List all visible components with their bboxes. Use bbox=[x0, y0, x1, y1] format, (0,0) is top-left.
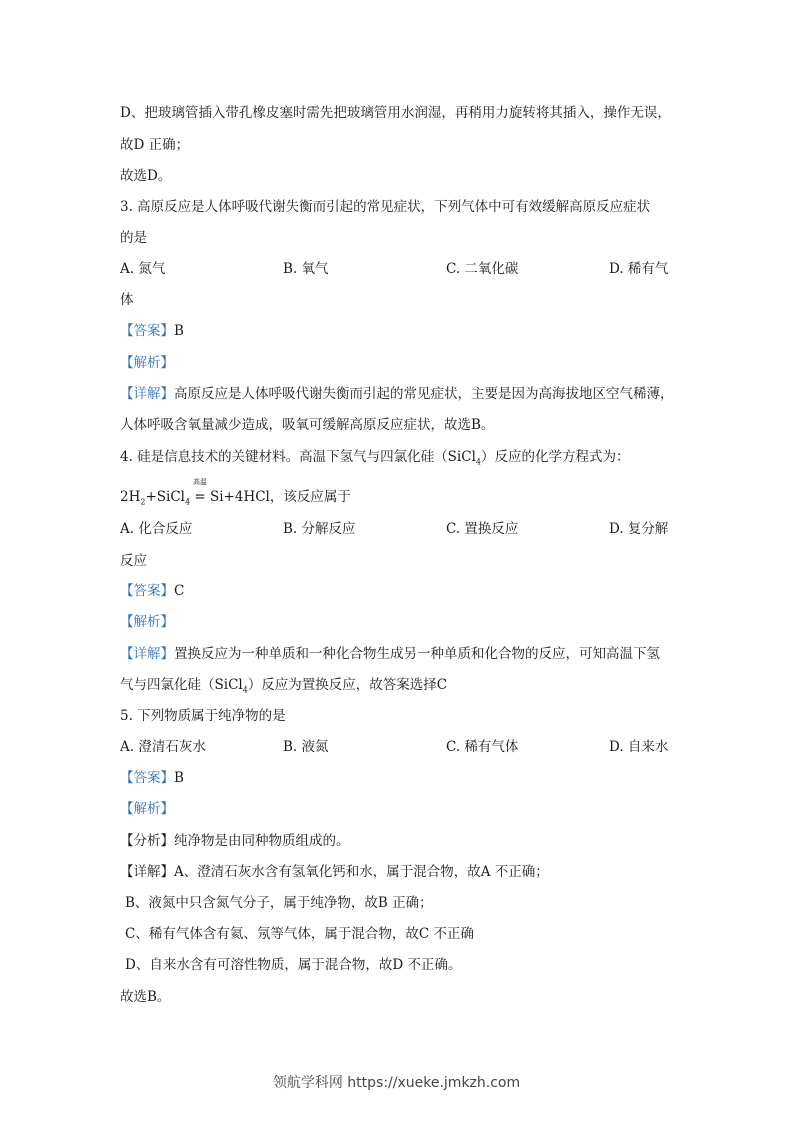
detail-line bbox=[120, 385, 680, 403]
detail-tag: 【详解】 bbox=[120, 646, 174, 662]
option-c: C. 稀有气体 bbox=[446, 739, 519, 755]
analysis-tag: 【解析】 bbox=[120, 801, 174, 817]
text-line: 故选D。 bbox=[120, 168, 172, 184]
final-answer: 故选B。 bbox=[120, 989, 171, 1005]
option-d: D. 稀有气 bbox=[609, 261, 669, 277]
eq-part: +SiCl bbox=[145, 489, 185, 505]
detail-line-b: B、液氮中只含氮气分子，属于纯净物，故B 正确； bbox=[125, 895, 433, 911]
answer-line bbox=[120, 769, 680, 787]
stem-part: ）反应的化学方程式为： bbox=[480, 449, 630, 465]
answer-value: B bbox=[174, 323, 184, 339]
detail-text: 高原反应是人体呼吸代谢失衡而引起的常见症状，主要是因为高海拔地区空气稀薄， bbox=[174, 386, 674, 402]
answer-line bbox=[120, 582, 680, 600]
answer-tag: 【答案】 bbox=[120, 583, 174, 599]
analysis-line bbox=[120, 800, 680, 818]
text-line: D、把玻璃管插入带孔橡皮塞时需先把玻璃管用水润湿，再稍用力旋转将其插入，操作无误， bbox=[120, 105, 671, 121]
stem-part: 4. 硅是信息技术的关键材料。高温下氢气与四氯化硅（SiCl bbox=[120, 449, 476, 465]
detail-part: 气与四氯化硅（SiCl bbox=[120, 677, 243, 693]
subscript: 4 bbox=[242, 685, 248, 695]
question-4-stem bbox=[120, 448, 680, 472]
option-wrap: 体 bbox=[120, 292, 134, 308]
detail-line-cont: 人体呼吸含氧量减少造成，吸氧可缓解高原反应症状，故选B。 bbox=[120, 417, 495, 433]
question-3-stem-cont: 的是 bbox=[120, 230, 147, 246]
eq-part: 2H bbox=[120, 489, 141, 505]
option-a: A. 化合反应 bbox=[120, 521, 193, 537]
detail-text: 置换反应为一种单质和一种化合物生成另一种单质和化合物的反应，可知高温下氢 bbox=[174, 646, 660, 662]
detail-line bbox=[120, 863, 680, 881]
answer-value: C bbox=[174, 583, 185, 599]
fenxi-text: 纯净物是由同种物质组成的。 bbox=[174, 833, 350, 849]
detail-line-cont bbox=[120, 676, 680, 700]
option-b: B. 液氮 bbox=[283, 739, 329, 755]
answer-value: B bbox=[174, 770, 184, 786]
answer-tag: 【答案】 bbox=[120, 323, 174, 339]
detail-tag: 【详解】 bbox=[120, 864, 174, 880]
detail-text: A、澄清石灰水含有氢氧化钙和水，属于混合物，故A 不正确； bbox=[174, 864, 549, 880]
option-b: B. 分解反应 bbox=[283, 521, 356, 537]
fenxi-line bbox=[120, 832, 680, 850]
option-wrap: 反应 bbox=[120, 553, 147, 569]
reaction-condition: 高温 bbox=[193, 478, 207, 486]
option-b: B. 氧气 bbox=[283, 261, 329, 277]
eq-part: = Si+4HCl，该反应属于 bbox=[190, 489, 351, 505]
fenxi-tag: 【分析】 bbox=[120, 833, 174, 849]
question-4-options bbox=[120, 520, 680, 538]
option-c: C. 置换反应 bbox=[446, 521, 519, 537]
detail-line-d: D、自来水含有可溶性物质，属于混合物，故D 不正确。 bbox=[125, 957, 462, 973]
analysis-line bbox=[120, 354, 680, 372]
chemical-equation bbox=[120, 478, 680, 508]
detail-line bbox=[120, 645, 680, 663]
answer-tag: 【答案】 bbox=[120, 770, 174, 786]
option-d: D. 复分解 bbox=[609, 521, 669, 537]
analysis-line bbox=[120, 613, 680, 631]
detail-tag: 【详解】 bbox=[120, 386, 174, 402]
option-c: C. 二氧化碳 bbox=[446, 261, 519, 277]
option-a: A. 氮气 bbox=[120, 261, 166, 277]
subscript: 4 bbox=[185, 497, 191, 507]
answer-line bbox=[120, 322, 680, 340]
page-footer-watermark: 领航学科网 https://xueke.jmkzh.com bbox=[272, 1075, 521, 1091]
analysis-tag: 【解析】 bbox=[120, 614, 174, 630]
detail-part: ）反应为置换反应，故答案选择C bbox=[247, 677, 448, 693]
equation-text bbox=[120, 488, 351, 512]
question-3-options bbox=[120, 260, 680, 278]
subscript: 2 bbox=[140, 497, 146, 507]
text-line: 故D 正确； bbox=[120, 137, 190, 153]
option-a: A. 澄清石灰水 bbox=[120, 739, 206, 755]
option-d: D. 自来水 bbox=[609, 739, 669, 755]
question-5-options bbox=[120, 738, 680, 756]
analysis-tag: 【解析】 bbox=[120, 355, 174, 371]
question-5-stem: 5. 下列物质属于纯净物的是 bbox=[120, 708, 286, 724]
detail-line-c: C、稀有气体含有氦、氖等气体，属于混合物，故C 不正确 bbox=[125, 926, 474, 942]
subscript: 4 bbox=[475, 457, 481, 467]
question-3-stem: 3. 高原反应是人体呼吸代谢失衡而引起的常见症状，下列气体中可有效缓解高原反应症状 bbox=[120, 199, 651, 215]
